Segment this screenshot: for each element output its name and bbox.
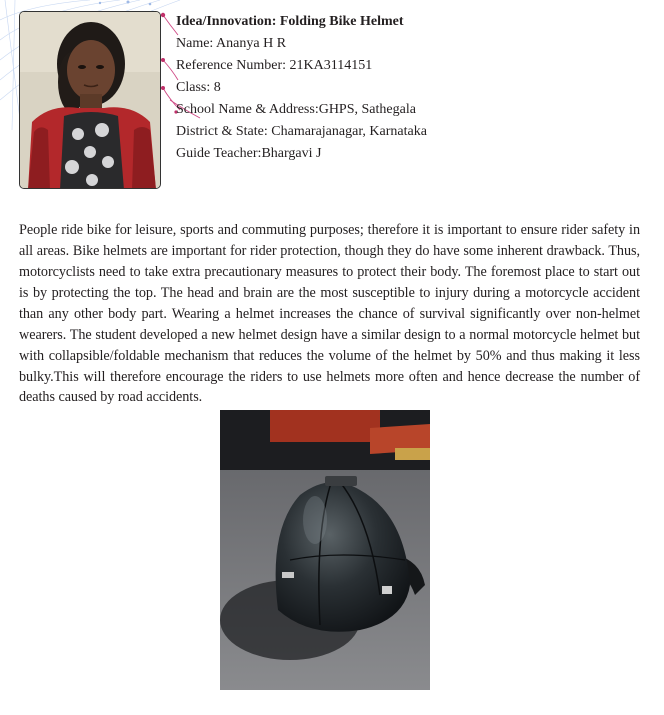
- student-class: Class: 8: [176, 80, 221, 95]
- helmet-photo: [220, 410, 430, 690]
- guide-teacher: Guide Teacher:Bhargavi J: [176, 146, 322, 161]
- school-name-address: School Name & Address:GHPS, Sathegala: [176, 102, 416, 117]
- student-details: [176, 11, 646, 165]
- folding-helmet-photo: [220, 410, 430, 690]
- student-name: Name: Ananya H R: [176, 36, 287, 51]
- student-portrait-photo: [20, 12, 161, 189]
- idea-title: Idea/Innovation: Folding Bike Helmet: [176, 14, 404, 29]
- innovation-description: People ride bike for leisure, sports and commuting purposes; therefore it is important to ensure rider safety in all areas. Bike helmets are important for rider protection, though they do have some inherent drawback. Thus, motorcyclists need to take extra precautionary measures to protect their body. The foremost place to start out is by protecting the top. The head and brain are the most susceptible to injury during a motorcycle accident than any other body part. Wearing a helmet increases the chance of survival significantly over non-helmet wearers. The student developed a new helmet design have a similar design to a normal motorcycle helmet but with collapsible/foldable mechanism that reduces the volume of the helmet by 50% and thus making it less bulky.This will therefore encourage the riders to use helmets more often and hence decrease the number of deaths caused by road accidents.: [19, 222, 640, 406]
- district-state: District & State: Chamarajanagar, Karnataka: [176, 124, 427, 139]
- reference-number: Reference Number: 21KA3114151: [176, 58, 373, 73]
- student-portrait: [19, 11, 161, 189]
